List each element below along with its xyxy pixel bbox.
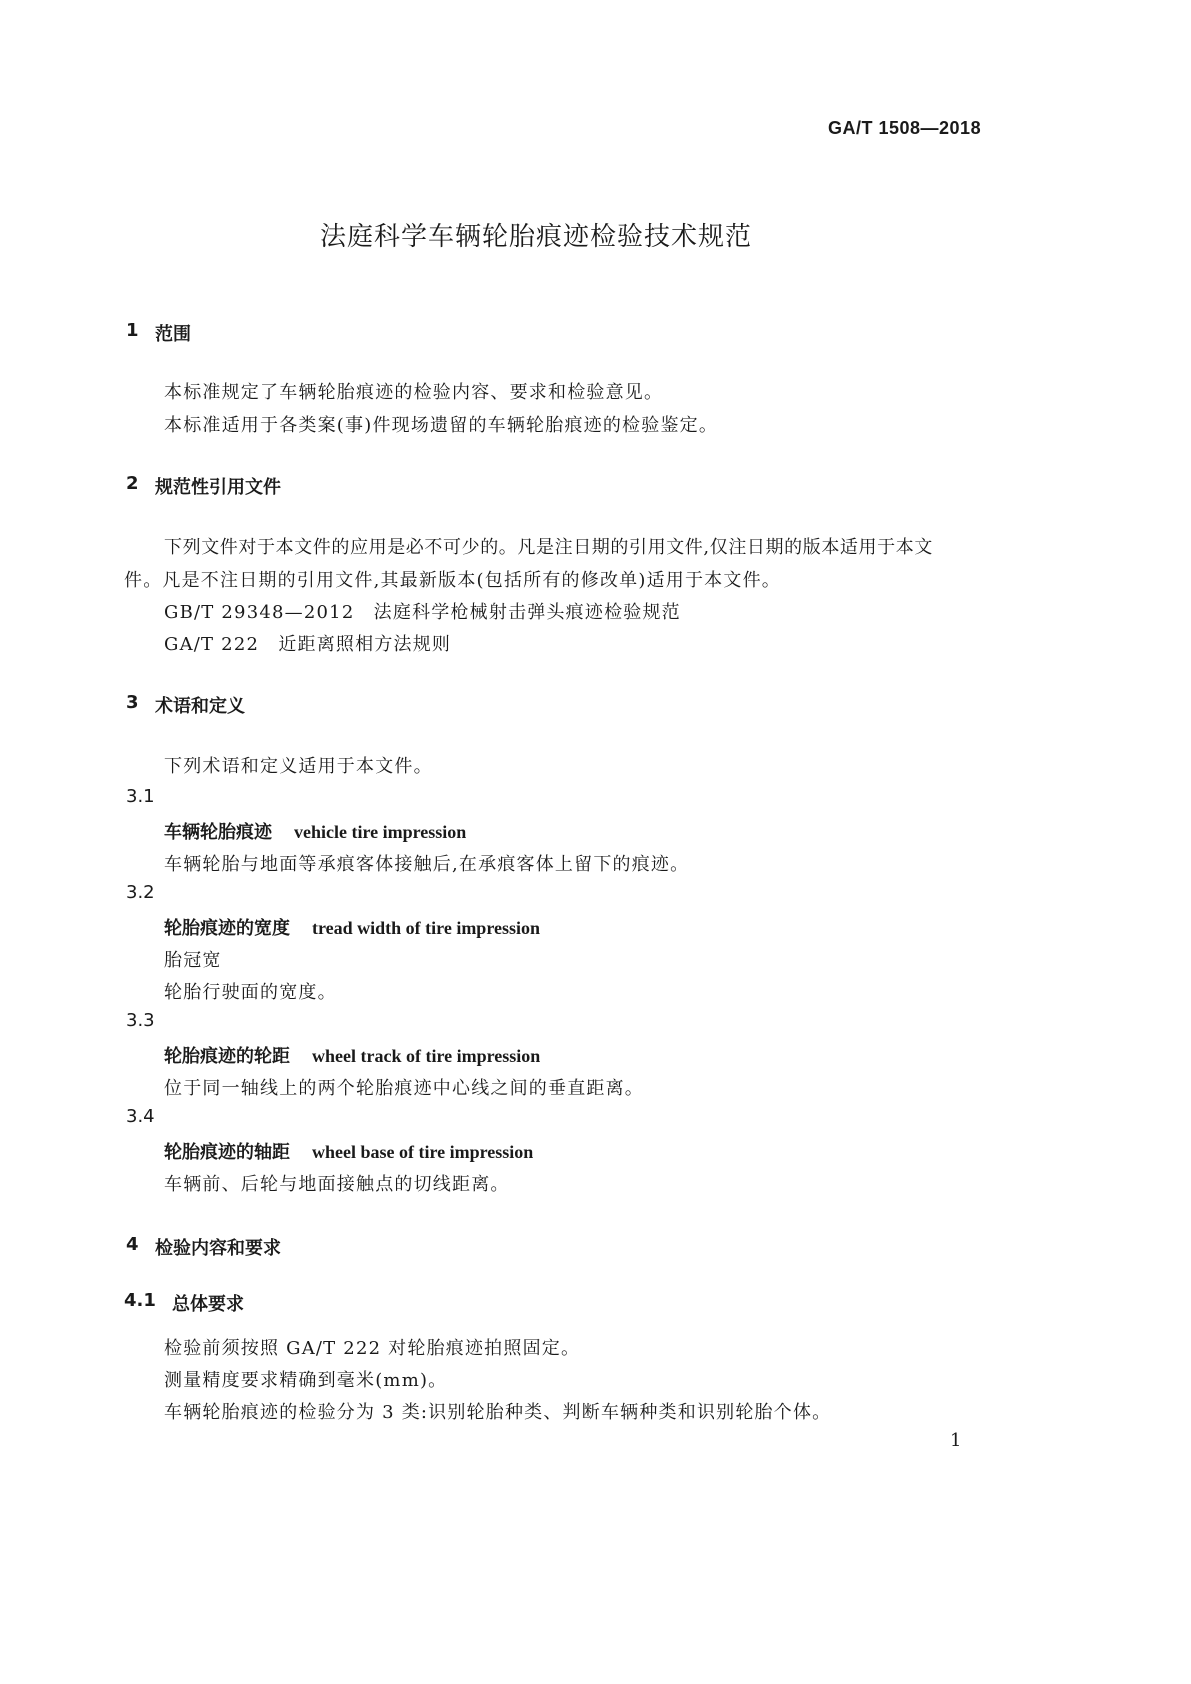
page-number: 1 — [950, 1430, 962, 1451]
standard-code: GA/T 1508—2018 — [828, 118, 982, 138]
term-en: tread width of tire impression — [312, 918, 540, 938]
section-number: 3 — [126, 692, 139, 713]
reference-item: GB/T 29348—2012 法庭科学枪械射击弹头痕迹检验规范 — [164, 602, 681, 623]
term-heading — [164, 914, 540, 940]
section-title: 范围 — [155, 324, 191, 345]
reference-item: GA/T 222 近距离照相方法规则 — [164, 634, 452, 655]
term-definition: 车辆前、后轮与地面接触点的切线距离。 — [164, 1174, 510, 1195]
term-definition: 位于同一轴线上的两个轮胎痕迹中心线之间的垂直距离。 — [164, 1078, 644, 1099]
paragraph: 本标准规定了车辆轮胎痕迹的检验内容、要求和检验意见。 — [164, 382, 664, 403]
term-definition: 轮胎行驶面的宽度。 — [164, 982, 337, 1003]
term-heading — [164, 1138, 533, 1164]
paragraph: 件。凡是不注日期的引用文件,其最新版本(包括所有的修改单)适用于本文件。 — [124, 570, 781, 591]
section-title: 检验内容和要求 — [155, 1238, 281, 1259]
term-en: wheel track of tire impression — [312, 1046, 541, 1066]
section-number: 4 — [126, 1234, 139, 1255]
section-number: 2 — [126, 473, 139, 494]
term-synonym: 胎冠宽 — [164, 950, 222, 971]
section-number: 1 — [126, 320, 139, 341]
term-heading — [164, 818, 466, 844]
term-number: 3.2 — [126, 882, 155, 903]
term-heading — [164, 1042, 540, 1068]
section-title: 规范性引用文件 — [155, 477, 281, 498]
paragraph: 下列文件对于本文件的应用是必不可少的。凡是注日期的引用文件,仅注日期的版本适用于本文 — [164, 537, 933, 558]
document-title: 法庭科学车辆轮胎痕迹检验技术规范 — [320, 222, 753, 252]
term-number: 3.1 — [126, 786, 155, 807]
term-number: 3.3 — [126, 1010, 155, 1031]
term-cn: 车辆轮胎痕迹 — [164, 822, 272, 843]
paragraph: 检验前须按照 GA/T 222 对轮胎痕迹拍照固定。 — [164, 1338, 581, 1359]
paragraph: 车辆轮胎痕迹的检验分为 3 类:识别轮胎种类、判断车辆种类和识别轮胎个体。 — [164, 1402, 832, 1423]
term-en: vehicle tire impression — [294, 822, 467, 842]
term-cn: 轮胎痕迹的轴距 — [164, 1142, 290, 1163]
section-title: 术语和定义 — [155, 696, 245, 717]
paragraph: 本标准适用于各类案(事)件现场遗留的车辆轮胎痕迹的检验鉴定。 — [164, 415, 719, 436]
subsection-number: 4.1 — [124, 1290, 156, 1311]
subsection-title: 总体要求 — [172, 1294, 244, 1315]
term-number: 3.4 — [126, 1106, 155, 1127]
term-cn: 轮胎痕迹的宽度 — [164, 918, 290, 939]
paragraph: 下列术语和定义适用于本文件。 — [164, 756, 433, 777]
paragraph: 测量精度要求精确到毫米(mm)。 — [164, 1370, 448, 1391]
term-en: wheel base of tire impression — [312, 1142, 534, 1162]
term-definition: 车辆轮胎与地面等承痕客体接触后,在承痕客体上留下的痕迹。 — [164, 854, 690, 875]
term-cn: 轮胎痕迹的轮距 — [164, 1046, 290, 1067]
